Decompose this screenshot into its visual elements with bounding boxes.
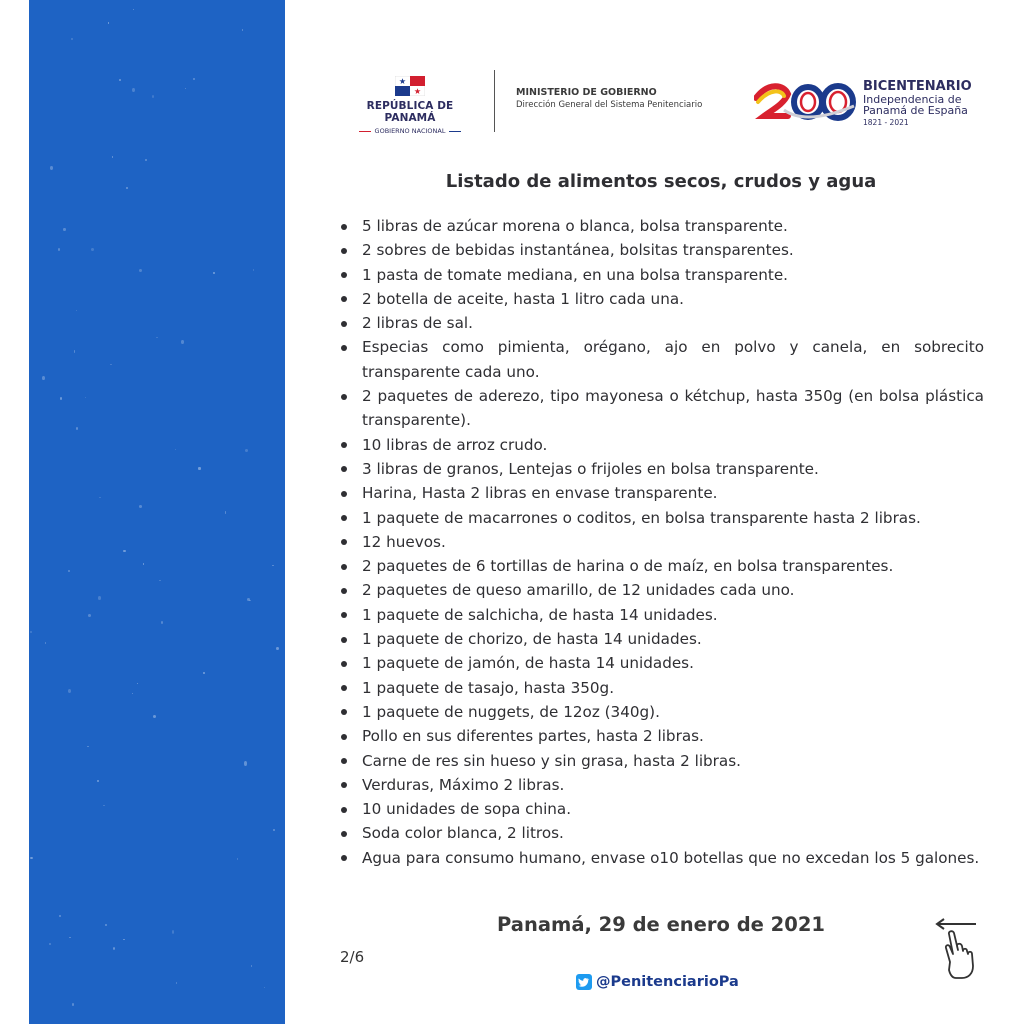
page-number: 2/6 (340, 948, 365, 966)
panel-speck (72, 1003, 74, 1005)
ministry-block (516, 87, 702, 110)
bicentennial-title: BICENTENARIO (863, 79, 972, 94)
panel-speck (103, 805, 105, 806)
list-item: 2 botella de aceite, hasta 1 litro cada una. (336, 287, 984, 311)
panel-speck (99, 497, 101, 498)
panel-speck (145, 159, 147, 160)
panel-speck (126, 187, 128, 188)
list-item: 1 paquete de macarrones o coditos, en bolsa transparente hasta 2 libras. (336, 506, 984, 530)
list-item: 1 paquete de tasajo, hasta 350g. (336, 676, 984, 700)
panel-speck (225, 511, 227, 514)
panel-speck (156, 337, 158, 339)
panel-speck (30, 631, 32, 633)
panel-speck (113, 947, 115, 950)
document-title: Listado de alimentos secos, crudos y agua (445, 171, 877, 192)
twitter-icon (576, 974, 592, 990)
list-item: 1 paquete de salchicha, de hasta 14 unidades. (336, 603, 984, 627)
panel-speck (30, 857, 33, 859)
panel-speck (198, 467, 200, 470)
government-name: REPÚBLICA DE PANAMÁ (366, 100, 454, 124)
panel-speck (185, 88, 186, 89)
panel-speck (237, 858, 238, 859)
panel-speck (88, 614, 91, 617)
list-item: Especias como pimienta, orégano, ajo en polvo y canela, en sobrecito transparente cada uno. (336, 335, 984, 384)
panel-speck (273, 829, 275, 831)
panel-speck (132, 693, 133, 694)
panel-speck (213, 272, 215, 274)
panel-speck (132, 88, 135, 92)
panel-speck (45, 642, 47, 644)
panel-speck (175, 449, 176, 450)
panel-speck (63, 228, 66, 231)
panel-speck (137, 683, 138, 684)
panel-speck (119, 79, 121, 81)
list-item: 2 paquetes de queso amarillo, de 12 unidades cada uno. (336, 578, 984, 602)
panel-speck (251, 965, 253, 967)
panel-speck (98, 596, 101, 600)
list-item: 10 unidades de sopa china. (336, 797, 984, 821)
list-item: Carne de res sin hueso y sin grasa, hasta 2 libras. (336, 749, 984, 773)
panel-speck (153, 715, 156, 718)
government-subtitle: GOBIERNO NACIONAL (374, 127, 446, 135)
panel-speck (68, 570, 70, 572)
list-item: Pollo en sus diferentes partes, hasta 2 libras. (336, 724, 984, 748)
list-item: 12 huevos. (336, 530, 984, 554)
panel-speck (97, 780, 100, 782)
panel-speck (123, 550, 125, 552)
panel-speck (193, 78, 195, 80)
bicentennial-line-1: Independencia de (863, 92, 962, 106)
blue-side-panel (29, 0, 285, 1024)
panel-speck (105, 924, 107, 926)
panel-speck (108, 22, 109, 24)
header-divider (494, 70, 495, 132)
panel-speck (69, 937, 71, 939)
panel-speck (152, 95, 154, 98)
panel-speck (272, 565, 274, 566)
list-item: Harina, Hasta 2 libras en envase transparente. (336, 481, 984, 505)
panel-speck (264, 987, 265, 988)
government-logo (340, 76, 480, 135)
list-item: 10 libras de arroz crudo. (336, 433, 984, 457)
panel-speck (176, 982, 177, 984)
letterhead (336, 70, 986, 140)
panel-speck (50, 166, 53, 169)
panel-speck (71, 38, 73, 40)
bicentennial-logo-icon (754, 76, 858, 128)
panel-speck (74, 350, 76, 353)
panel-speck (110, 364, 112, 365)
panel-speck (245, 449, 248, 452)
bicentennial-years: 1821 - 2021 (863, 117, 909, 127)
bicentennial-text (863, 80, 972, 127)
list-item: 3 libras de granos, Lentejas o frijoles en bolsa transparente. (336, 457, 984, 481)
panel-speck (181, 340, 184, 344)
panel-speck (123, 939, 124, 940)
panel-speck (244, 761, 247, 766)
list-item: 2 paquetes de 6 tortillas de harina o de maíz, en bolsa transparentes. (336, 554, 984, 578)
ministry-title: MINISTERIO DE GOBIERNO (516, 87, 657, 98)
list-item: 1 paquete de chorizo, de hasta 14 unidades. (336, 627, 984, 651)
panel-speck (139, 269, 142, 272)
panel-speck (172, 930, 175, 934)
ministry-subtitle: Dirección General del Sistema Penitenciario (516, 100, 703, 110)
document-date: Panamá, 29 de enero de 2021 (497, 913, 825, 936)
panel-speck (60, 397, 62, 400)
list-item: 2 sobres de bebidas instantánea, bolsitas transparentes. (336, 238, 984, 262)
panel-speck (59, 915, 61, 917)
document-page (336, 0, 986, 1024)
social-handle-link[interactable] (576, 974, 739, 990)
panel-speck (87, 746, 89, 748)
bicentennial-line-2: Panamá de España (863, 104, 968, 118)
red-rule (359, 131, 371, 132)
panel-speck (42, 376, 45, 380)
list-item: 2 paquetes de aderezo, tipo mayonesa o kétchup, hasta 350g (en bolsa plástica transparente). (336, 384, 984, 433)
panel-speck (91, 248, 94, 251)
panel-speck (112, 156, 114, 158)
government-subtitle-row (340, 127, 480, 135)
list-item: Agua para consumo humano, envase o10 botellas que no excedan los 5 galones. (336, 846, 984, 870)
food-list (336, 214, 984, 870)
panel-speck (203, 672, 204, 674)
panel-speck (242, 29, 243, 31)
list-item: 2 libras de sal. (336, 311, 984, 335)
panel-speck (85, 397, 86, 398)
panel-speck (68, 689, 71, 693)
panel-speck (139, 505, 142, 508)
list-item: 1 pasta de tomate mediana, en una bolsa transparente. (336, 263, 984, 287)
list-item: 1 paquete de jamón, de hasta 14 unidades. (336, 651, 984, 675)
blue-rule (449, 131, 461, 132)
panel-speck (49, 943, 51, 945)
panel-speck (253, 269, 254, 271)
list-item: Verduras, Máximo 2 libras. (336, 773, 984, 797)
swipe-hand-icon[interactable] (932, 916, 982, 982)
panel-speck (76, 310, 77, 311)
panel-speck (76, 427, 78, 430)
list-item: Soda color blanca, 2 litros. (336, 821, 984, 845)
panel-speck (159, 580, 161, 581)
list-item: 5 libras de azúcar morena o blanca, bolsa transparente. (336, 214, 984, 238)
panel-speck (143, 563, 144, 565)
panel-speck (58, 248, 60, 250)
panel-speck (276, 647, 279, 650)
panama-flag-icon (395, 76, 425, 96)
social-handle-text: @PenitenciarioPa (596, 974, 739, 990)
list-item: 1 paquete de nuggets, de 12oz (340g). (336, 700, 984, 724)
panel-speck (161, 621, 164, 624)
panel-speck (133, 9, 134, 10)
